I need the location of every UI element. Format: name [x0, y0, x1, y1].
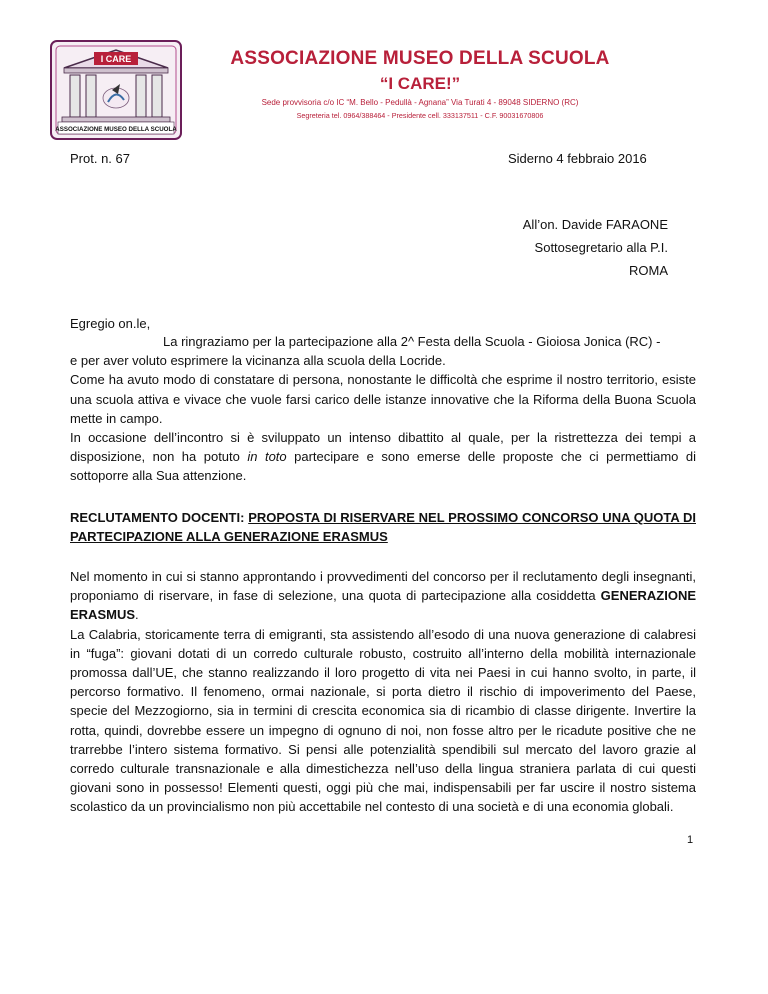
logo-title-text: I CARE [100, 54, 132, 64]
paragraph-thanks-continued: e per aver voluto esprimere la vicinanza alla scuola della Locride. [70, 353, 446, 369]
protocol-number: Prot. n. 67 [70, 151, 130, 166]
section-title [70, 508, 696, 546]
section-title-proposal: PROPOSTA DI RISERVARE NEL PROSSIMO CONCORSO UNA QUOTA DI PARTECIPAZIONE ALLA GENERAZIONE ERASMUS [70, 510, 696, 545]
recipient-city: ROMA [629, 263, 668, 278]
organization-subtitle: “I CARE!” [379, 74, 461, 93]
paragraph-calabria: La Calabria, storicamente terra di emigranti, sta assistendo all’esodo di una nuova generazione di calabresi in “fuga”: giovani dotati di un corredo culturale robusto, costruito all’interno della mobilità internazionale promossa dall’UE, che stanno realizzando il loro progetto di vita nei Paesi in cui hanno svolto, in parte, il percorso formativo. Il fenomeno, ormai nazionale, si porta dietro il rischio di impoverimento del Paese, specie del Mezzogiorno, sia in termini di crescita economica sia di ricambio di classe dirigente. Invertire la rotta, quindi, dovrebbe essere un impegno di ognuno di noi, non fosse altro per le ricadute positive che ne trarrebbe l’intero sistema formativo. Si pensi alle potenzialità spendibili sul mercato del lavoro grazie al corredo culturale transnazionale e alla dimestichezza nell’uso della lingua straniera parlata di cui questi giovani sono in possesso! Elementi questi, oggi più che mai, indispensabili per far uscire il nostro sistema scolastico da un provincialismo non più accettabile nel contesto di una società e di una economia globali. [70, 626, 696, 815]
museum-logo [50, 40, 182, 140]
paragraph-thanks: La ringraziamo per la partecipazione alla 2^ Festa della Scuola - Gioiosa Jonica (RC) - [163, 334, 661, 349]
letter-date: Siderno 4 febbraio 2016 [508, 151, 647, 166]
section-title-label: RECLUTAMENTO DOCENTI: [70, 510, 249, 525]
page-number: 1 [687, 834, 694, 846]
paragraph-territory: Come ha avuto modo di constatare di persona, nonostante le difficoltà che esprime il nostro territorio, esiste una scuola attiva e vivace che vuole farsi carico delle istanze innovative che la Riforma della Buona Scuola mette in campo. [70, 372, 696, 426]
organization-name: ASSOCIAZIONE MUSEO DELLA SCUOLA [230, 48, 610, 69]
organization-contacts: Segreteria tel. 0964/388464 - Presidente cell. 333137511 - C.F. 90031670806 [296, 111, 544, 120]
recipient-role: Sottosegretario alla P.I. [534, 240, 668, 255]
paragraph-debate: In occasione dell’incontro si è sviluppato un intenso dibattito al quale, per la ristrettezza dei tempi a disposizione, non ha potuto in toto partecipare e sono emerse delle proposte che ci permettiamo di sottoporre alla Sua attenzione. [70, 430, 696, 484]
section-body [70, 567, 696, 817]
salutation: Egregio on.le, [70, 316, 151, 331]
italic-in-toto: in toto [247, 449, 287, 465]
organization-address: Sede provvisoria c/o IC “M. Bello - Pedullà - Agnana” Via Turati 4 - 89048 SIDERNO (RC) [261, 98, 579, 107]
paragraph-proposal: Nel momento in cui si stanno approntando i provvedimenti del concorso per il reclutamento degli insegnanti, proponiamo di riservare, in fase di selezione, una quota di partecipazione alla cosiddetta GENERAZIONE ERASMUS. [70, 569, 696, 623]
logo-caption-text: ASSOCIAZIONE MUSEO DELLA SCUOLA [55, 126, 177, 133]
bold-generazione-erasmus: GENERAZIONE ERASMUS [70, 588, 696, 623]
recipient-name: All’on. Davide FARAONE [522, 217, 668, 232]
letter-body [70, 332, 696, 486]
